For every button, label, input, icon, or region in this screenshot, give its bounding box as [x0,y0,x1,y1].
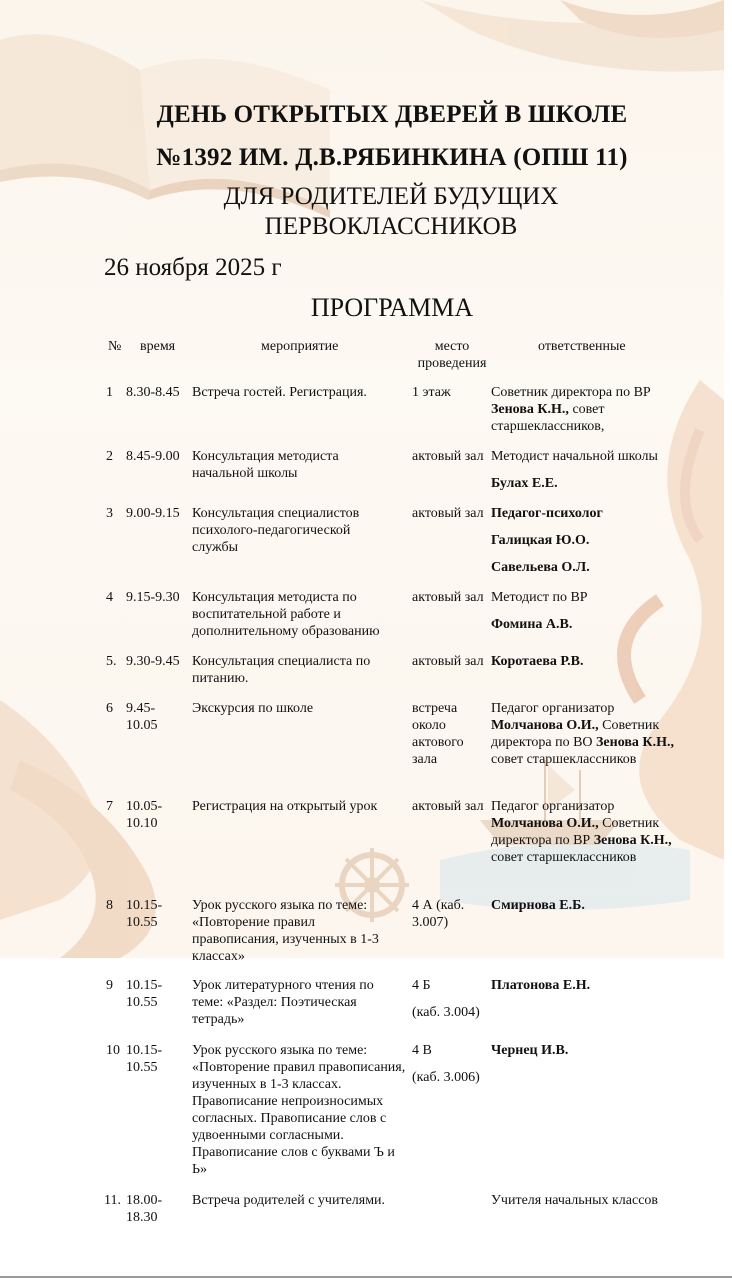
row-num: 7 [106,799,113,814]
row-time: 10.15-10.55 [126,978,163,1010]
resp-tail: совет старшеклассников [491,752,637,767]
row-place-room: (каб. 3.006) [412,1070,480,1085]
row-time: 9.30-9.45 [126,654,180,669]
resp-mid: Советник директора по ВО [491,718,660,750]
resp-mid: Советник директора по ВР [491,816,660,848]
row-event: Встреча гостей. Регистрация. [192,385,367,400]
row-place: 1 этаж [412,385,451,400]
row-event: Экскурсия по школе [192,701,314,716]
col-header-time: время [140,339,176,354]
row-num: 1 [106,385,113,400]
resp-tail: совет старшеклассников [491,850,637,865]
row-time: 9.15-9.30 [126,590,180,605]
row-responsible-name: Савельева О.Л. [491,560,590,575]
row-event: Урок литературного чтения по теме: «Раздел: Поэтическая тетрадь» [192,978,374,1027]
row-event: Консультация специалиста по питанию. [192,654,371,686]
row-event: Регистрация на открытый урок [192,799,378,814]
row-time: 9.45-10.05 [126,701,158,733]
row-event: Консультация методиста начальной школы [192,449,339,481]
row-time: 18.00-18.30 [126,1193,163,1225]
resp-name: Зенова К.Н., [596,735,674,750]
row-place-room: (каб. 3.004) [412,1005,480,1020]
row-responsible-name: Чернец И.В. [491,1043,569,1058]
row-num: 8 [106,898,113,913]
row-responsible-role: Педагог-психолог [491,506,603,521]
program-heading: ПРОГРАММА [310,293,474,322]
row-num: 11. [104,1193,121,1208]
row-responsible-name: Галицкая Ю.О. [491,533,590,548]
col-header-event: мероприятие [261,339,339,354]
resp-tail: совет старшеклассников, [491,402,605,434]
row-time: 10.05-10.10 [126,799,163,831]
row-responsible-name: Платонова Е.Н. [491,978,591,993]
resp-name: Молчанова О.И., [491,718,599,733]
ribbon-top-right [420,0,724,72]
row-num: 9 [106,978,113,993]
col-header-responsible: ответственные [538,339,626,354]
row-event: Консультация специалистов психолого-педагогической службы [192,506,360,555]
col-header-num: № [108,339,122,354]
bottom-divider [0,1276,732,1278]
row-time: 10.15-10.55 [126,1043,163,1075]
resp-role: Педагог организатор [491,799,615,814]
col-header-place: место проведения [417,339,487,371]
row-responsible-role: Методист начальной школы [491,449,658,464]
title-line-2: №1392 ИМ. Д.В.РЯБИНКИНА (ОПШ 11) [156,144,628,171]
row-place: актовый зал [412,654,484,669]
row-responsible-name: Коротаева Р.В. [491,654,584,669]
row-event: Урок русского языка по теме: «Повторение правил правописания, изученных в 1-3 классах» [192,898,379,964]
row-num: 5. [106,654,117,669]
row-responsible [491,700,677,768]
row-place: актовый зал [412,506,484,521]
row-num: 6 [106,701,113,716]
resp-name: Зенова К.Н., [593,833,672,848]
row-time: 9.00-9.15 [126,506,180,521]
row-place: 4 В [412,1043,432,1058]
row-num: 3 [106,506,113,521]
resp-name: Молчанова О.И., [491,816,599,831]
row-place: 4 Б [412,978,431,993]
row-responsible-name: Фомина А.В. [491,617,573,632]
row-responsible-name: Булах Е.Е. [491,476,558,491]
row-place: актовый зал [412,590,484,605]
event-date: 26 ноября 2025 г [104,254,282,281]
row-time: 8.30-8.45 [126,385,180,400]
subtitle: ДЛЯ РОДИТЕЛЕЙ БУДУЩИХ ПЕРВОКЛАССНИКОВ [223,183,559,240]
row-place: актовый зал [412,449,484,464]
row-place: актовый зал [412,799,484,814]
row-event: Встреча родителей с учителями. [192,1193,386,1208]
row-num: 10 [106,1043,120,1058]
row-responsible [491,798,677,866]
row-responsible [491,384,691,435]
row-event: Урок русского языка по теме: «Повторение правил правописания, изученных в 1-3 классах. Правописание непроизносимых согласных. Правописание слов с удвоенными согласными. Правописание слов с буквами Ъ и Ь» [192,1043,406,1177]
row-responsible-role: Учителя начальных классов [491,1193,659,1208]
row-num: 4 [106,590,113,605]
row-time: 10.15-10.55 [126,898,163,930]
row-event: Консультация методиста по воспитательной работе и дополнительному образованию [192,590,380,639]
resp-role: Педагог организатор [491,701,615,716]
row-place: 4 А (каб. 3.007) [412,898,465,930]
row-num: 2 [106,449,113,464]
resp-name: Зенова К.Н., [491,402,569,417]
title-line-1: ДЕНЬ ОТКРЫТЫХ ДВЕРЕЙ В ШКОЛЕ [156,101,628,128]
row-place: встреча около актового зала [412,701,464,767]
row-responsible-name: Смирнова Е.Б. [491,898,585,913]
row-time: 8.45-9.00 [126,449,180,464]
resp-role: Советник директора по ВР [491,385,651,400]
row-responsible-role: Методист по ВР [491,590,588,605]
